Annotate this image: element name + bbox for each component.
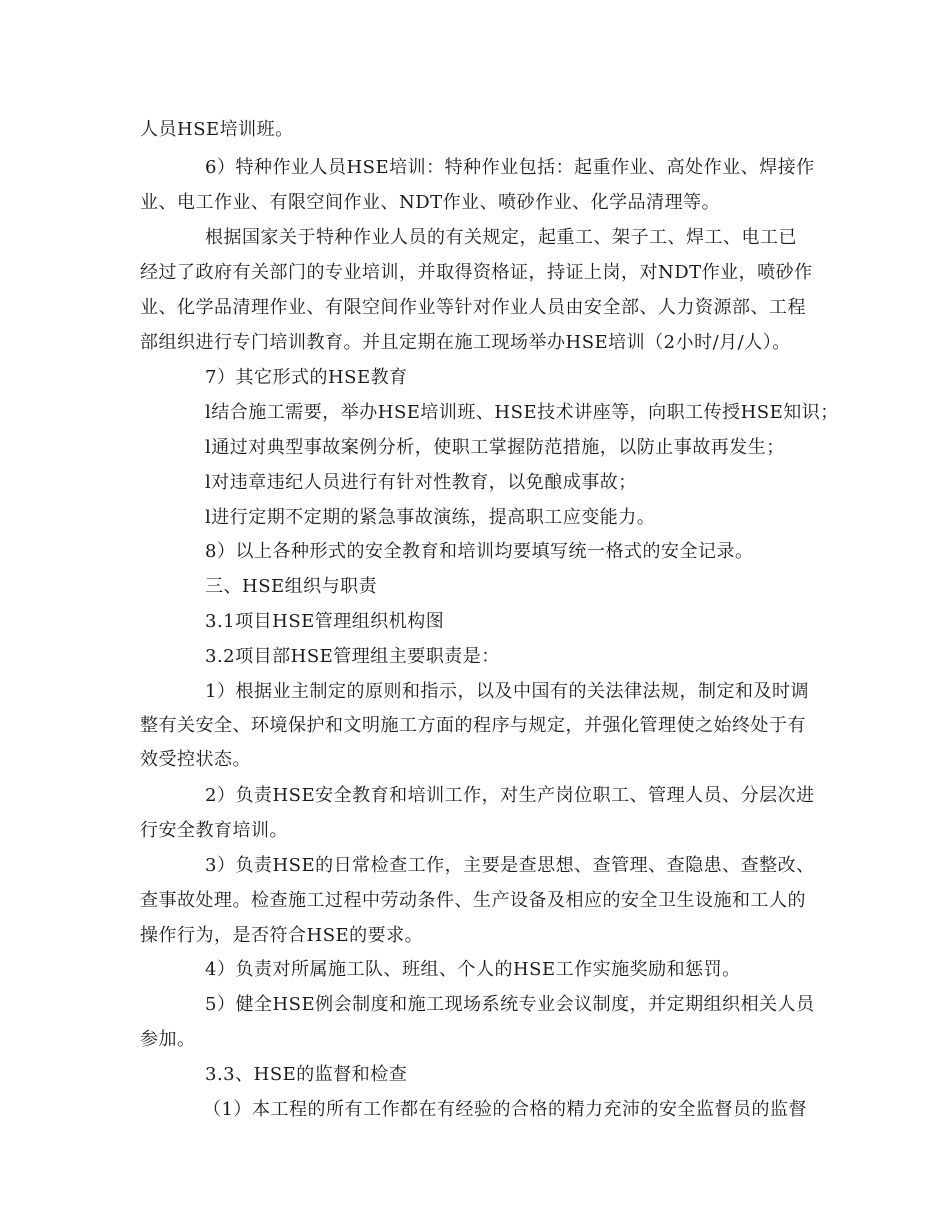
- section-heading: 三、HSE组织与职责: [205, 576, 378, 597]
- paragraph-line: 参加。: [140, 1029, 196, 1050]
- paragraph-line: 业、化学品清理作业、有限空间作业等针对作业人员由安全部、人力资源部、工程: [140, 297, 806, 318]
- paragraph-line: 查事故处理。检查施工过程中劳动条件、生产设备及相应的安全卫生设施和工人的: [140, 890, 806, 911]
- paragraph-line: 经过了政府有关部门的专业培训，并取得资格证，持证上岗，对NDT作业，喷砂作: [140, 262, 813, 283]
- paragraph-line: 4）负责对所属施工队、班组、个人的HSE工作实施奖励和惩罚。: [205, 959, 741, 980]
- paragraph-line: 整有关安全、环境保护和文明施工方面的程序与规定，并强化管理使之始终处于有: [140, 715, 806, 736]
- subsection-heading: 3.3、HSE的监督和检查: [205, 1064, 408, 1085]
- bullet-item: l对违章违纪人员进行有针对性教育，以免酿成事故；: [205, 472, 637, 493]
- paragraph-line: 6）特种作业人员HSE培训：特种作业包括：起重作业、高处作业、焊接作: [205, 157, 815, 178]
- paragraph-line: 行安全教育培训。: [140, 820, 288, 841]
- subsection-heading: 3.1项目HSE管理组织机构图: [205, 611, 445, 632]
- paragraph-line: 2）负责HSE安全教育和培训工作，对生产岗位职工、管理人员、分层次进: [205, 785, 815, 806]
- paragraph-line: 5）健全HSE例会制度和施工现场系统专业会议制度，并定期组织相关人员: [205, 994, 815, 1015]
- subsection-heading: 3.2项目部HSE管理组主要职责是：: [205, 646, 500, 667]
- paragraph-line: 业、电工作业、有限空间作业、NDT作业、喷砂作业、化学品清理等。: [140, 192, 721, 213]
- bullet-item: l进行定期不定期的紧急事故演练，提高职工应变能力。: [205, 507, 656, 528]
- paragraph-line: 1）根据业主制定的原则和指示，以及中国有的关法律法规，制定和及时调: [205, 681, 809, 702]
- paragraph-line: 部组织进行专门培训教育。并且定期在施工现场举办HSE培训（2小时/月/人）。: [140, 332, 791, 353]
- paragraph-line: （1）本工程的所有工作都在有经验的合格的精力充沛的安全监督员的监督: [203, 1099, 807, 1120]
- paragraph-line: 3）负责HSE的日常检查工作，主要是查思想、查管理、查隐患、查整改、: [205, 855, 815, 876]
- paragraph-line: 8）以上各种形式的安全教育和培训均要填写统一格式的安全记录。: [205, 541, 754, 562]
- paragraph-line: 人员HSE培训班。: [140, 119, 294, 140]
- bullet-item: l结合施工需要，举办HSE培训班、HSE技术讲座等，向职工传授HSE知识；: [205, 402, 839, 423]
- paragraph-line: 操作行为，是否符合HSE的要求。: [140, 925, 424, 946]
- paragraph-line: 根据国家关于特种作业人员的有关规定，起重工、架子工、焊工、电工已: [205, 227, 797, 248]
- section-heading: 7）其它形式的HSE教育: [205, 367, 408, 388]
- bullet-item: l通过对典型事故案例分析，使职工掌握防范措施，以防止事故再发生；: [205, 437, 785, 458]
- paragraph-line: 效受控状态。: [140, 749, 251, 770]
